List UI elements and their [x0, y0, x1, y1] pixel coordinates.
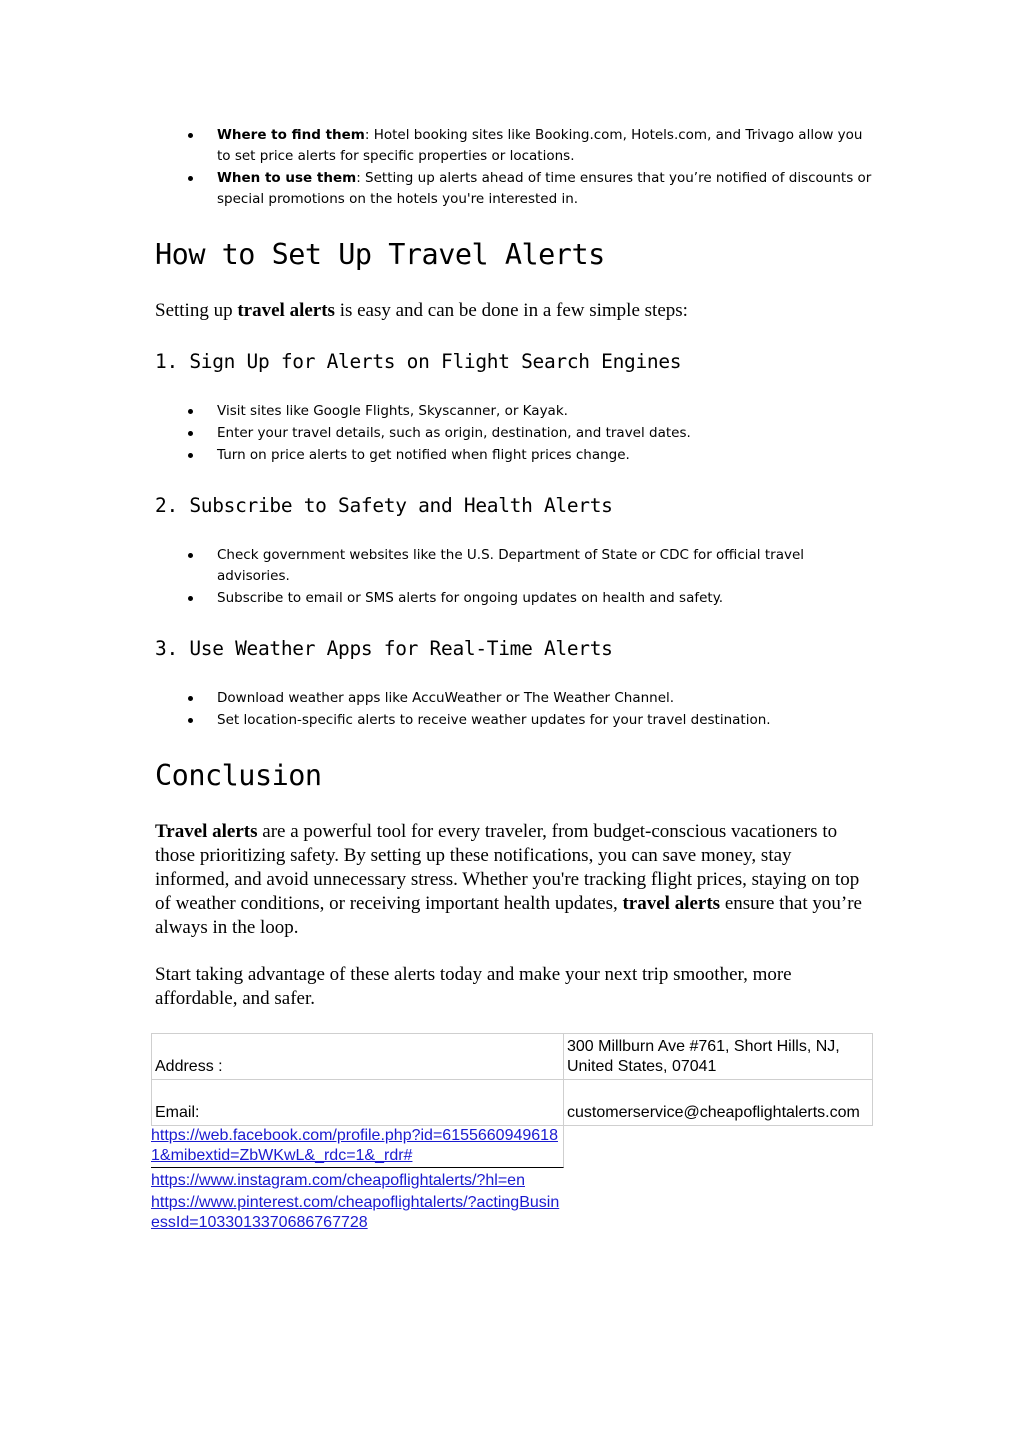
address-value: 300 Millburn Ave #761, Short Hills, NJ, United States, 07041 [564, 1034, 873, 1080]
conclusion-bold-1: Travel alerts [155, 821, 258, 842]
step-1-item: Visit sites like Google Flights, Skyscanner, or Kayak. [155, 401, 875, 422]
intro-bullet-2-text: : Setting up alerts ahead of time ensures that you’re notified of discounts or special promotions on the hotels you're interested in. [217, 170, 872, 207]
intro-bullet-1 [155, 125, 875, 167]
conclusion-bold-2: travel alerts [622, 893, 721, 914]
conclusion-paragraph-1 [155, 820, 870, 940]
table-row [152, 1080, 873, 1126]
setup-intro-post: is easy and can be done in a few simple steps: [334, 300, 688, 321]
step-3-item: Download weather apps like AccuWeather or The Weather Channel. [155, 688, 875, 709]
table-row [152, 1034, 873, 1080]
social-links [151, 1126, 564, 1233]
intro-bullet-1-text: : Hotel booking sites like Booking.com, Hotels.com, and Trivago allow you to set price alerts for specific properties or locations. [217, 127, 863, 164]
intro-bullet-2-label: When to use them [217, 170, 357, 186]
setup-intro [155, 299, 875, 323]
intro-bullet-list [155, 125, 875, 210]
step-1-list [155, 401, 875, 466]
step-3-list [155, 688, 875, 731]
email-label: Email: [152, 1080, 564, 1126]
pinterest-link[interactable]: https://www.pinterest.com/cheapoflightalerts/?actingBusinessId=1033013370686767728 [151, 1194, 560, 1231]
intro-bullet-1-label: Where to find them [217, 127, 365, 143]
conclusion-text-1: are a powerful tool for every traveler, from budget-conscious vacationers to those prioritizing safety. By setting up these notifications, you can save money, stay informed, and avoid unnecessary stress. Whether you're tracking flight prices, staying on top of weather conditions, or receiving important health updates, [155, 821, 860, 914]
step-2-item: Check government websites like the U.S. Department of State or CDC for official travel advisories. [155, 545, 855, 587]
address-label: Address : [152, 1034, 564, 1080]
step-3-heading: 3. Use Weather Apps for Real-Time Alerts [155, 637, 613, 660]
conclusion-paragraph-2: Start taking advantage of these alerts today and make your next trip smoother, more affordable, and safer. [155, 964, 792, 1009]
step-2-heading: 2. Subscribe to Safety and Health Alerts [155, 494, 613, 517]
step-1-item: Turn on price alerts to get notified when flight prices change. [155, 445, 875, 466]
step-1-item: Enter your travel details, such as origin, destination, and travel dates. [155, 423, 875, 444]
step-2-item: Subscribe to email or SMS alerts for ongoing updates on health and safety. [155, 588, 855, 609]
setup-intro-bold: travel alerts [237, 300, 335, 321]
instagram-link[interactable]: https://www.instagram.com/cheapoflightalerts/?hl=en [151, 1172, 525, 1189]
facebook-link[interactable]: https://web.facebook.com/profile.php?id=61556609496181&mibextid=ZbWKwL&_rdc=1&_rdr# [151, 1126, 564, 1168]
step-3-item: Set location-specific alerts to receive weather updates for your travel destination. [155, 710, 875, 731]
intro-bullet-2 [155, 168, 875, 210]
email-value: customerservice@cheapoflightalerts.com [564, 1080, 873, 1126]
step-2-list [155, 545, 855, 609]
setup-heading: How to Set Up Travel Alerts [155, 238, 605, 271]
contact-table [151, 1033, 873, 1126]
conclusion-text-2: ensure that you’re always in the loop. [155, 893, 862, 938]
setup-intro-pre: Setting up [155, 300, 238, 321]
step-1-heading: 1. Sign Up for Alerts on Flight Search Engines [155, 350, 682, 373]
conclusion-heading: Conclusion [155, 759, 322, 792]
